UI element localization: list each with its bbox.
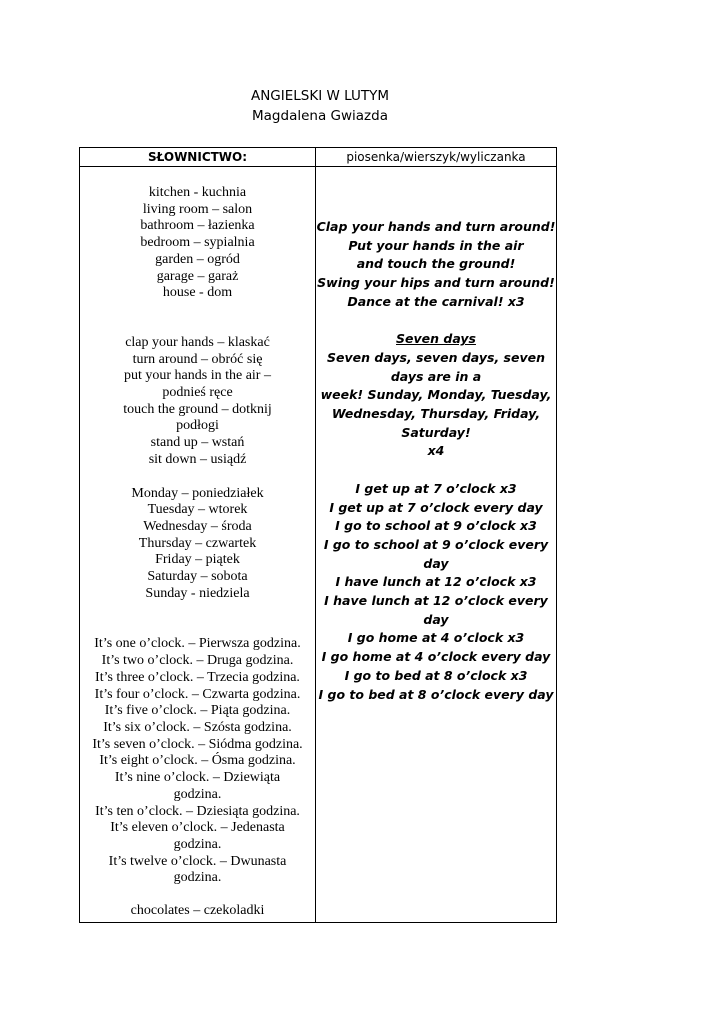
vocab-item: It’s seven o’clock. – Siódma godzina. (92, 736, 303, 752)
vocab-item: It’s two o’clock. – Druga godzina. (101, 653, 294, 669)
song-line: and touch the ground! (356, 256, 516, 272)
song-line: Seven days, seven days, seven (327, 349, 545, 365)
vocab-item: Friday – piątek (155, 552, 240, 568)
vocab-item: podłogi (176, 418, 219, 434)
song-line: Wednesday, Thursday, Friday, (331, 406, 541, 422)
vocab-item: house - dom (162, 285, 233, 301)
song-line: I go to bed at 8 o’clock x3 (344, 667, 528, 683)
song-line: I go home at 4 o’clock every day (321, 649, 551, 665)
document-header (0, 86, 640, 126)
song-line: I get up at 7 o’clock every day (329, 499, 543, 515)
vocab-item: It’s five o’clock. – Piąta godzina. (104, 703, 291, 719)
vocab-item: It’s three o’clock. – Trzecia godzina. (95, 669, 300, 685)
song-line: Saturday! (401, 424, 471, 440)
vocab-item-chocolates: chocolates – czekoladki (130, 903, 265, 919)
songs-column-header: piosenka/wierszyk/wyliczanka (316, 148, 557, 167)
vocab-item: godzina. (173, 786, 222, 802)
song-line: x4 (427, 443, 445, 459)
vocab-item: podnieś ręce (162, 385, 233, 401)
song-line: I go to school at 9 o’clock x3 (335, 518, 537, 534)
vocab-item: It’s twelve o’clock. – Dwunasta (108, 853, 287, 869)
vocab-item: garden – ogród (155, 251, 240, 267)
rooms-vocabulary (80, 185, 315, 302)
actions-vocabulary (80, 335, 315, 469)
song-line: Swing your hips and turn around! (317, 275, 555, 291)
song-line: Dance at the carnival! x3 (347, 293, 525, 309)
daily-routine-song (316, 480, 556, 704)
vocab-item: sit down – usiądź (148, 451, 247, 467)
vocab-item: Thursday – czwartek (138, 535, 257, 551)
vocab-item: godzina. (173, 836, 222, 852)
vocab-item: It’s one o’clock. – Pierwsza godzina. (94, 636, 301, 652)
song-line: I go home at 4 o’clock x3 (347, 630, 525, 646)
song-line: Clap your hands and turn around! (316, 219, 556, 234)
song-line: I have lunch at 12 o’clock every (324, 593, 548, 609)
vocab-item: It’s nine o’clock. – Dziewiąta (114, 770, 281, 786)
days-vocabulary (80, 486, 315, 603)
vocab-item: Monday – poniedziałek (131, 485, 264, 501)
vocab-item: Wednesday – środa (143, 518, 252, 534)
vocab-item: turn around – obróć się (132, 351, 263, 367)
carnival-song (316, 218, 556, 312)
times-vocabulary (80, 636, 315, 887)
song-line: I have lunch at 12 o’clock x3 (335, 574, 537, 590)
song-line: day (423, 611, 449, 627)
vocab-item: godzina. (173, 870, 222, 886)
vocab-item: clap your hands – klaskać (125, 334, 270, 350)
vocab-item: living room – salon (142, 201, 253, 217)
vocab-item: bathroom – łazienka (140, 218, 255, 234)
vocabulary-cell (80, 167, 316, 923)
vocab-item: It’s six o’clock. – Szósta godzina. (103, 719, 292, 735)
song-line: week! Sunday, Monday, Tuesday, (320, 387, 552, 403)
vocab-item: Tuesday – wtorek (147, 502, 248, 518)
document-author: Magdalena Gwiazda (252, 108, 388, 124)
vocab-item: Saturday – sobota (147, 569, 248, 585)
table-body-row (80, 167, 557, 923)
song-line: I go to bed at 8 o’clock every day (318, 686, 554, 702)
seven-days-song (316, 330, 556, 461)
vocab-item: It’s eleven o’clock. – Jedenasta (110, 820, 285, 836)
vocab-item: It’s eight o’clock. – Ósma godzina. (99, 753, 296, 769)
vocab-item: Sunday - niedziela (145, 585, 250, 601)
song-line: days are in a (390, 368, 482, 384)
document-title: ANGIELSKI W LUTYM (250, 88, 390, 104)
songs-cell (316, 167, 557, 923)
vocabulary-column-header: SŁOWNICTWO: (80, 148, 316, 167)
vocab-item: bedroom – sypialnia (140, 235, 255, 251)
song-line: I go to school at 9 o’clock every (323, 536, 549, 552)
vocab-item: kitchen - kuchnia (148, 185, 247, 200)
song-line: day (423, 555, 449, 571)
table-header-row (80, 148, 557, 167)
vocab-item: It’s four o’clock. – Czwarta godzina. (94, 686, 301, 702)
song-title: Seven days (396, 331, 476, 347)
song-line: Put your hands in the air (348, 237, 524, 253)
vocab-item: put your hands in the air – (124, 368, 271, 384)
vocab-item: touch the ground – dotknij (123, 401, 272, 417)
vocabulary-table (79, 147, 557, 923)
vocab-item: stand up – wstań (150, 435, 245, 451)
vocab-item: It’s ten o’clock. – Dziesiąta godzina. (95, 803, 300, 819)
song-line: I get up at 7 o’clock x3 (355, 480, 517, 496)
vocab-item: garage – garaż (156, 268, 239, 284)
